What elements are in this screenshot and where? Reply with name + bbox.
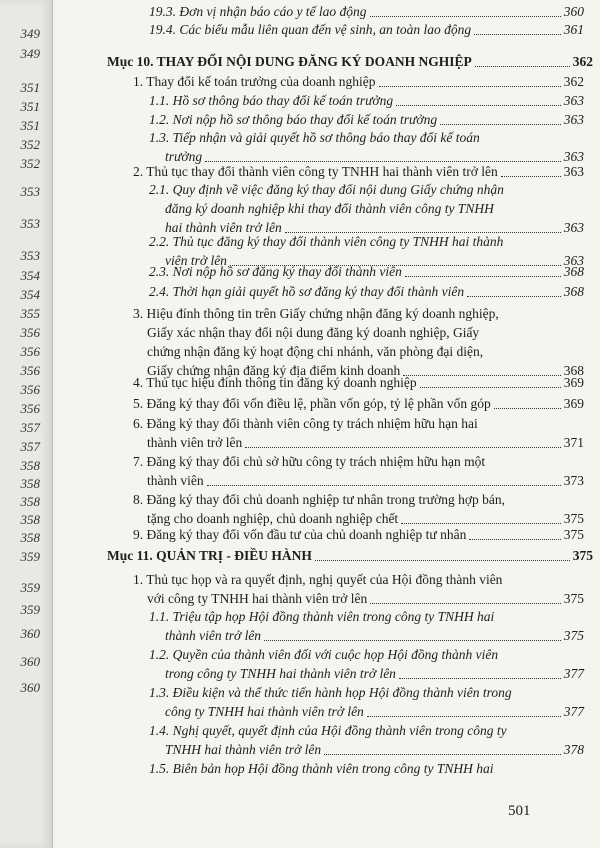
toc-section-heading[interactable] [107,52,593,71]
toc-entry-text: 1. Thủ tục họp và ra quyết định, nghị quyết của Hội đồng thành viên [133,572,503,587]
toc-entry-text: trưởng [165,149,203,164]
toc-entry[interactable] [149,20,584,39]
toc-entry-text: 8. Đăng ký thay đổi chủ doanh nghiệp tư nhân trong trường hợp bán, [133,492,505,507]
toc-entry-text: thành viên trở lên [165,628,262,643]
toc-page-ref: 363 [563,93,584,108]
dot-leader [396,105,561,106]
toc-entry-text: 1.1. Triệu tập họp Hội đồng thành viên trong công ty TNHH hai [149,609,495,624]
toc-entry-text: 1.1. Hồ sơ thông báo thay đổi kế toán trưởng [149,93,394,108]
toc-entry-text: 6. Đăng ký thay đổi thành viên công ty trách nhiệm hữu hạn hai [133,416,478,431]
toc-entry-text: 2. Thủ tục thay đổi thành viên công ty TNHH hai thành viên trở lên [133,164,498,179]
left-page-number: 359 [20,580,40,595]
dot-leader [379,86,561,87]
left-page-number: 358 [20,494,40,509]
toc-entry-text: viên trở lên [165,253,227,268]
left-page-number: 358 [20,530,40,545]
left-page-number: 351 [20,99,40,114]
toc-entry-text: công ty TNHH hai thành viên trở lên [165,704,364,719]
toc-entry-text: chứng nhận đăng ký hoạt động chi nhánh, văn phòng đại diện, [147,344,484,359]
dot-leader [420,387,561,388]
toc-page-ref: 363 [563,253,584,268]
toc-page-ref: 362 [572,54,593,69]
toc-page-ref: 375 [563,591,584,606]
toc-entry-text: 2.3. Nơi nộp hồ sơ đăng ký thay đổi thành viên [149,264,402,279]
dot-leader [315,560,570,561]
toc-entry[interactable] [133,490,584,528]
dot-leader [469,539,560,540]
toc-page-ref: 363 [563,220,584,235]
toc-entry-text: 1.4. Nghị quyết, quyết định của Hội đồng thành viên trong công ty [149,723,507,738]
left-page-number: 354 [20,287,40,302]
toc-entry[interactable] [149,180,584,237]
dot-leader [245,447,561,448]
toc-page [53,0,600,848]
toc-entry-text: trong công ty TNHH hai thành viên trở lên [165,666,396,681]
toc-entry-text: 1.3. Tiếp nhận và giải quyết hồ sơ thông báo thay đổi kế toán [149,130,480,145]
left-page-number: 355 [20,306,40,321]
toc-entry-text: 2.1. Quy định về việc đăng ký thay đổi nội dung Giấy chứng nhận [149,182,504,197]
toc-entry-text: 1. Thay đổi kế toán trưởng của doanh nghiệp [133,74,376,89]
left-page-number: 359 [20,549,40,564]
toc-entry[interactable] [133,525,584,544]
dot-leader [324,754,561,755]
toc-entry-text: 1.5. Biên bản họp Hội đồng thành viên trong công ty TNHH hai [149,761,494,776]
left-page-number: 360 [20,654,40,669]
left-page-number: 358 [20,458,40,473]
toc-entry-text: Mục 10. THAY ĐỔI NỘI DUNG ĐĂNG KÝ DOANH NGHIỆP [107,54,472,69]
left-page-number: 356 [20,344,40,359]
toc-entry[interactable] [149,110,584,129]
toc-page-ref: 378 [563,742,584,757]
toc-page-ref: 369 [563,396,584,411]
dot-leader [207,485,561,486]
toc-entry-text: 4. Thủ tục hiệu đính thông tin đăng ký doanh nghiệp [133,375,417,390]
toc-entry-text: 3. Hiệu đính thông tin trên Giấy chứng nhận đăng ký doanh nghiệp, [133,306,499,321]
toc-page-ref: 369 [563,375,584,390]
toc-entry[interactable] [149,683,584,721]
toc-entry-text: 19.3. Đơn vị nhận báo cáo y tế lao động [149,4,367,19]
toc-entry[interactable] [149,607,584,645]
toc-entry-text: đăng ký doanh nghiệp khi thay đổi thành viên công ty TNHH [165,201,494,216]
toc-page-ref: 360 [563,4,584,19]
toc-entry-text: 1.3. Điều kiện và thể thức tiến hành họp Hội đồng thành viên trong [149,685,512,700]
toc-page-ref: 368 [563,264,584,279]
left-page-number: 358 [20,476,40,491]
toc-entry-text: 7. Đăng ký thay đổi chủ sở hữu công ty trách nhiệm hữu hạn một [133,454,486,469]
left-page-number: 352 [20,156,40,171]
toc-entry[interactable] [133,394,584,413]
toc-entry[interactable] [133,452,584,490]
toc-page-ref: 368 [563,363,584,378]
toc-page-ref: 371 [563,435,584,450]
toc-entry-text: TNHH hai thành viên trở lên [165,742,322,757]
toc-entry[interactable] [133,414,584,452]
dot-leader [501,176,561,177]
left-page-edge [0,0,53,848]
toc-entry-text: Giấy xác nhận thay đổi nội dung đăng ký doanh nghiệp, Giấy [147,325,480,340]
toc-page-ref: 368 [563,284,584,299]
toc-entry-text: 19.4. Các biểu mẫu liên quan đến vệ sinh, an toàn lao động [149,22,472,37]
left-page-number: 356 [20,401,40,416]
left-page-number: 356 [20,382,40,397]
left-page-number: 351 [20,118,40,133]
left-page-number: 354 [20,268,40,283]
dot-leader [475,66,570,67]
dot-leader [399,678,561,679]
dot-leader [474,34,561,35]
toc-entry-text: hai thành viên trở lên [165,220,282,235]
toc-entry[interactable] [149,91,584,110]
left-page-number: 358 [20,512,40,527]
toc-entry[interactable] [149,128,584,166]
dot-leader [494,408,561,409]
toc-entry-text: 1.2. Nơi nộp hồ sơ thông báo thay đổi kế toán trưởng [149,112,438,127]
dot-leader [467,296,561,297]
dot-leader [370,16,561,17]
toc-entry-text: thành viên [147,473,204,488]
left-page-number: 360 [20,626,40,641]
toc-page-ref: 377 [563,704,584,719]
dot-leader [367,716,561,717]
left-page-number: 356 [20,325,40,340]
dot-leader [405,276,561,277]
toc-entry[interactable] [149,645,584,683]
toc-entry[interactable] [149,759,584,778]
toc-entry[interactable] [133,162,584,181]
toc-page-ref: 377 [563,666,584,681]
toc-entry-text: 9. Đăng ký thay đổi vốn đầu tư của chủ doanh nghiệp tư nhân [133,527,467,542]
left-page-number: 353 [20,248,40,263]
toc-entry[interactable] [149,2,584,21]
left-page-number: 352 [20,137,40,152]
toc-entry-text: 5. Đăng ký thay đổi vốn điều lệ, phần vốn góp, tỷ lệ phần vốn góp [133,396,491,411]
toc-page-ref: 363 [563,112,584,127]
left-page-number: 359 [20,602,40,617]
left-page-number: 353 [20,184,40,199]
dot-leader [401,523,561,524]
toc-page-ref: 375 [563,511,584,526]
toc-page-ref: 361 [563,22,584,37]
left-page-number: 349 [20,46,40,61]
page-number: 501 [508,803,531,819]
left-page-number: 353 [20,216,40,231]
dot-leader [440,124,561,125]
dot-leader [264,640,561,641]
left-page-number: 356 [20,363,40,378]
left-page-number: 351 [20,80,40,95]
toc-entry-text: Giấy chứng nhận đăng ký địa điểm kinh doanh [147,363,401,378]
left-page-number: 357 [20,420,40,435]
toc-entry[interactable] [149,262,584,281]
left-page-number: 360 [20,680,40,695]
toc-entry[interactable] [149,721,584,759]
toc-entry[interactable] [133,570,584,608]
toc-entry[interactable] [149,282,584,301]
toc-entry[interactable] [133,373,584,392]
toc-entry-text: 1.2. Quyền của thành viên đối với cuộc họp Hội đồng thành viên [149,647,499,662]
left-page-number: 357 [20,439,40,454]
toc-section-heading[interactable] [107,546,593,565]
toc-entry-text: 2.2. Thủ tục đăng ký thay đổi thành viên công ty TNHH hai thành [149,234,504,249]
toc-page-ref: 363 [563,149,584,164]
toc-entry[interactable] [133,72,584,91]
dot-leader [370,603,561,604]
toc-page-ref: 363 [563,164,584,179]
toc-entry-text: Mục 11. QUẢN TRỊ - ĐIỀU HÀNH [107,548,312,563]
toc-page-ref: 375 [563,628,584,643]
toc-entry-text: tặng cho doanh nghiệp, chủ doanh nghiệp chết [147,511,399,526]
toc-page-ref: 375 [563,527,584,542]
left-page-number: 349 [20,26,40,41]
toc-page-ref: 375 [572,548,593,563]
toc-entry-text: 2.4. Thời hạn giải quyết hồ sơ đăng ký thay đổi thành viên [149,284,465,299]
toc-page-ref: 373 [563,473,584,488]
toc-entry-text: với công ty TNHH hai thành viên trở lên [147,591,368,606]
toc-entry[interactable] [133,304,584,380]
toc-entry-text: thành viên trở lên [147,435,243,450]
toc-page-ref: 362 [563,74,584,89]
